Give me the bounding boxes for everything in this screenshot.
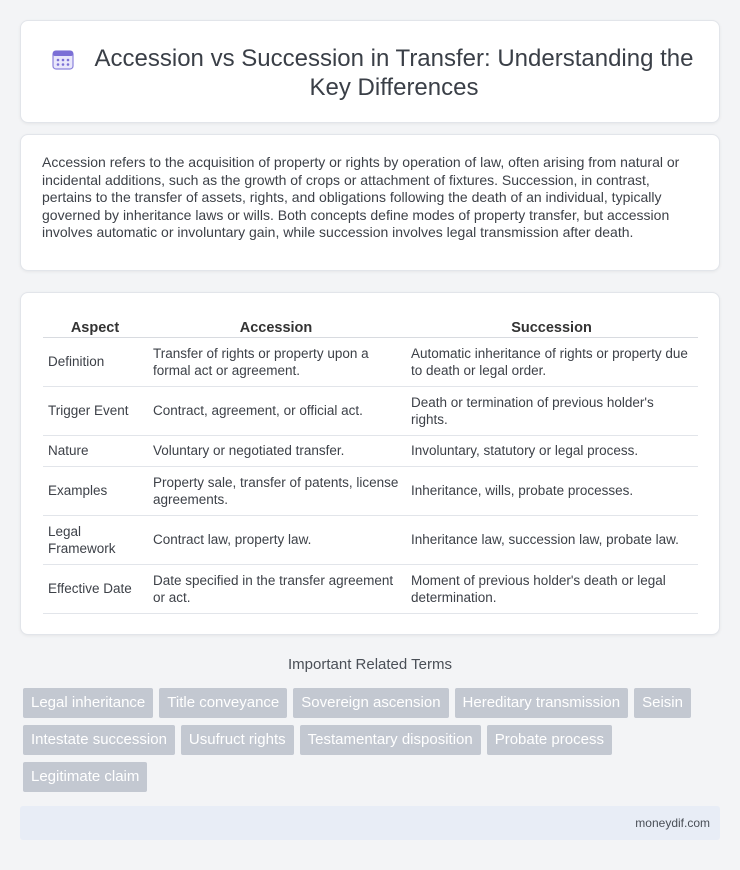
tag-legal-inheritance[interactable]: Legal inheritance (23, 688, 153, 718)
cell-accession: Voluntary or negotiated transfer. (147, 435, 405, 466)
table-row (43, 435, 698, 466)
cell-aspect: Effective Date (43, 564, 147, 613)
related-terms-list (23, 688, 713, 792)
cell-succession: Death or termination of previous holder's rights. (405, 386, 698, 435)
tag-sovereign-ascension[interactable]: Sovereign ascension (293, 688, 448, 718)
cell-succession: Automatic inheritance of rights or property due to death or legal order. (405, 337, 698, 386)
footer-site-link[interactable]: moneydif.com (635, 816, 710, 830)
header-accession: Accession (147, 315, 405, 337)
table-row (43, 564, 698, 613)
tag-title-conveyance[interactable]: Title conveyance (159, 688, 287, 718)
header-aspect: Aspect (43, 315, 147, 337)
page-title: Accession vs Succession in Transfer: Understanding the Key Differences (94, 45, 694, 101)
cell-accession: Property sale, transfer of patents, license agreements. (147, 466, 405, 515)
comparison-card (20, 292, 720, 635)
cell-succession: Inheritance law, succession law, probate law. (405, 515, 698, 564)
intro-paragraph: Accession refers to the acquisition of property or rights by operation of law, often arising from natural or incidental additions, such as the growth of crops or attachment of fixtures. Succession, in contrast, pertains to the transfer of assets, rights, and obligations following the death of an individual, typically governed by inheritance laws or wills. Both concepts define modes of property transfer, but accession involves automatic or involuntary gain, while succession involves legal transmission after death. (42, 154, 680, 241)
tag-intestate-succession[interactable]: Intestate succession (23, 725, 175, 755)
cell-aspect: Legal Framework (43, 515, 147, 564)
footer (20, 806, 720, 840)
tag-testamentary-disposition[interactable]: Testamentary disposition (300, 725, 481, 755)
table-row (43, 337, 698, 386)
related-terms-heading: Important Related Terms (288, 656, 452, 673)
tag-usufruct-rights[interactable]: Usufruct rights (181, 725, 294, 755)
cell-accession: Contract, agreement, or official act. (147, 386, 405, 435)
tag-legitimate-claim[interactable]: Legitimate claim (23, 762, 147, 792)
table-row (43, 386, 698, 435)
tag-seisin[interactable]: Seisin (634, 688, 691, 718)
cell-aspect: Examples (43, 466, 147, 515)
cell-succession: Involuntary, statutory or legal process. (405, 435, 698, 466)
header-succession: Succession (405, 315, 698, 337)
cell-aspect: Nature (43, 435, 147, 466)
title-card (20, 20, 720, 123)
cell-aspect: Definition (43, 337, 147, 386)
tag-probate-process[interactable]: Probate process (487, 725, 612, 755)
table-header-row (43, 315, 698, 337)
tag-hereditary-transmission[interactable]: Hereditary transmission (455, 688, 629, 718)
cell-accession: Contract law, property law. (147, 515, 405, 564)
intro-card (20, 134, 720, 271)
cell-accession: Date specified in the transfer agreement or act. (147, 564, 405, 613)
cell-aspect: Trigger Event (43, 386, 147, 435)
cell-succession: Inheritance, wills, probate processes. (405, 466, 698, 515)
comparison-table (43, 315, 698, 614)
table-row (43, 466, 698, 515)
cell-accession: Transfer of rights or property upon a formal act or agreement. (147, 337, 405, 386)
table-row (43, 515, 698, 564)
cell-succession: Moment of previous holder's death or legal determination. (405, 564, 698, 613)
